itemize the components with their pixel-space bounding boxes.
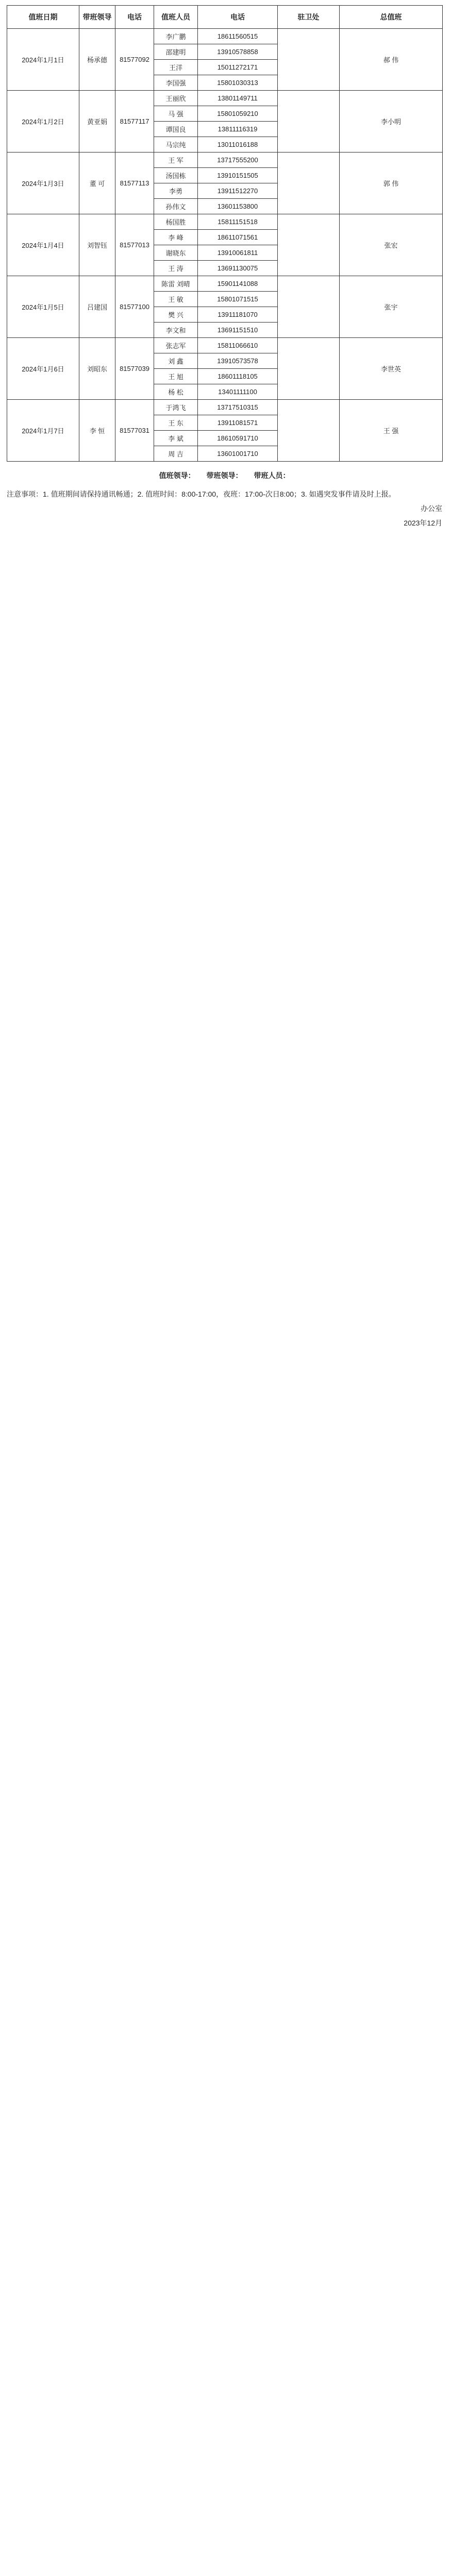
footer-heads xyxy=(7,470,442,481)
roster-leader-phone: 81577113 xyxy=(115,152,154,214)
roster-leader-phone: 81577039 xyxy=(115,338,154,400)
roster-staff-phone: 15801030313 xyxy=(198,75,278,91)
roster-staff: 马宗纯 xyxy=(154,137,198,152)
table-row xyxy=(7,276,443,292)
roster-date: 2024年1月2日 xyxy=(7,91,79,152)
roster-duty: 王 强 xyxy=(340,400,443,462)
roster-staff: 李 峰 xyxy=(154,230,198,245)
roster-staff: 孙伟文 xyxy=(154,199,198,214)
footer-head-1: 值班领导： xyxy=(159,471,195,480)
header-leader: 带班领导 xyxy=(79,6,115,29)
roster-staff-phone: 13910061811 xyxy=(198,245,278,261)
roster-staff: 李广鹏 xyxy=(154,29,198,44)
header-staff-phone: 电话 xyxy=(198,6,278,29)
roster-leader: 黄亚娟 xyxy=(79,91,115,152)
roster-leader: 吕建国 xyxy=(79,276,115,338)
roster-staff: 刘 鑫 xyxy=(154,353,198,369)
roster-duty: 张宇 xyxy=(340,276,443,338)
roster-staff-phone: 18611071561 xyxy=(198,230,278,245)
table-row xyxy=(7,214,443,230)
roster-staff-phone: 18611560515 xyxy=(198,29,278,44)
roster-guard xyxy=(278,400,340,462)
roster-date: 2024年1月4日 xyxy=(7,214,79,276)
roster-date: 2024年1月3日 xyxy=(7,152,79,214)
roster-body xyxy=(7,29,443,462)
roster-duty: 郭 伟 xyxy=(340,152,443,214)
roster-leader: 刘智钰 xyxy=(79,214,115,276)
roster-staff-phone: 15901141088 xyxy=(198,276,278,292)
roster-date: 2024年1月6日 xyxy=(7,338,79,400)
roster-staff-phone: 13601153800 xyxy=(198,199,278,214)
roster-staff: 李勇 xyxy=(154,183,198,199)
roster-staff-phone: 15811066610 xyxy=(198,338,278,353)
duty-roster-sheet xyxy=(7,5,442,462)
roster-date: 2024年1月7日 xyxy=(7,400,79,462)
table-header-row xyxy=(7,6,443,29)
roster-staff-phone: 13717510315 xyxy=(198,400,278,415)
roster-staff-phone: 13811116319 xyxy=(198,122,278,137)
table-row xyxy=(7,400,443,415)
roster-staff-phone: 13011016188 xyxy=(198,137,278,152)
header-leader-phone: 电话 xyxy=(115,6,154,29)
roster-leader-phone: 81577013 xyxy=(115,214,154,276)
roster-staff: 周 吉 xyxy=(154,446,198,462)
roster-staff: 谭国良 xyxy=(154,122,198,137)
roster-staff-phone: 13910151505 xyxy=(198,168,278,183)
roster-staff: 李文和 xyxy=(154,323,198,338)
roster-leader-phone: 81577092 xyxy=(115,29,154,91)
roster-leader-phone: 81577117 xyxy=(115,91,154,152)
roster-date: 2024年1月5日 xyxy=(7,276,79,338)
roster-duty: 李世英 xyxy=(340,338,443,400)
roster-staff: 王 东 xyxy=(154,415,198,431)
roster-guard xyxy=(278,29,340,91)
roster-leader-phone: 81577031 xyxy=(115,400,154,462)
roster-staff: 杨国胜 xyxy=(154,214,198,230)
roster-guard xyxy=(278,276,340,338)
header-staff: 值班人员 xyxy=(154,6,198,29)
roster-staff-phone: 15801059210 xyxy=(198,106,278,122)
roster-staff: 王 旭 xyxy=(154,369,198,384)
roster-staff: 李国强 xyxy=(154,75,198,91)
roster-staff: 王洋 xyxy=(154,60,198,75)
roster-staff-phone: 13401111100 xyxy=(198,384,278,400)
roster-staff-phone: 18601118105 xyxy=(198,369,278,384)
footer xyxy=(7,470,442,529)
table-row xyxy=(7,91,443,106)
roster-staff-phone: 15011272171 xyxy=(198,60,278,75)
roster-staff-phone: 13717555200 xyxy=(198,152,278,168)
table-row xyxy=(7,152,443,168)
roster-staff: 杨 松 xyxy=(154,384,198,400)
roster-leader: 李 恒 xyxy=(79,400,115,462)
footer-head-2: 带班领导： xyxy=(206,471,243,480)
footer-sign-date: 2023年12月 xyxy=(404,519,442,527)
roster-staff: 陈雷 刘晴 xyxy=(154,276,198,292)
roster-duty: 李小明 xyxy=(340,91,443,152)
header-date: 值班日期 xyxy=(7,6,79,29)
table-row xyxy=(7,29,443,44)
roster-staff-phone: 13910573578 xyxy=(198,353,278,369)
roster-staff: 樊 兴 xyxy=(154,307,198,323)
roster-duty: 张宏 xyxy=(340,214,443,276)
roster-staff: 张志军 xyxy=(154,338,198,353)
roster-staff: 王 军 xyxy=(154,152,198,168)
roster-staff: 于鸿飞 xyxy=(154,400,198,415)
roster-staff: 王 涛 xyxy=(154,261,198,276)
roster-staff-phone: 13691151510 xyxy=(198,323,278,338)
roster-leader-phone: 81577100 xyxy=(115,276,154,338)
roster-staff: 马 强 xyxy=(154,106,198,122)
roster-staff-phone: 13910578858 xyxy=(198,44,278,60)
roster-staff-phone: 13911512270 xyxy=(198,183,278,199)
footer-sign: 办公室 xyxy=(421,504,442,513)
roster-leader: 董 可 xyxy=(79,152,115,214)
roster-staff: 王丽欣 xyxy=(154,91,198,106)
roster-staff-phone: 13911081571 xyxy=(198,415,278,431)
roster-guard xyxy=(278,338,340,400)
roster-staff: 李 斌 xyxy=(154,431,198,446)
roster-staff-phone: 13601001710 xyxy=(198,446,278,462)
roster-staff: 谢晓东 xyxy=(154,245,198,261)
roster-staff-phone: 15811151518 xyxy=(198,214,278,230)
duty-roster-table xyxy=(7,5,443,462)
roster-staff: 王 敏 xyxy=(154,292,198,307)
header-guard: 驻卫处 xyxy=(278,6,340,29)
roster-leader: 刘昭东 xyxy=(79,338,115,400)
roster-guard xyxy=(278,214,340,276)
header-duty: 总值班 xyxy=(340,6,443,29)
roster-guard xyxy=(278,152,340,214)
roster-staff-phone: 13911181070 xyxy=(198,307,278,323)
roster-duty: 郝 伟 xyxy=(340,29,443,91)
roster-staff-phone: 15801071515 xyxy=(198,292,278,307)
roster-staff-phone: 13691130075 xyxy=(198,261,278,276)
roster-date: 2024年1月1日 xyxy=(7,29,79,91)
roster-guard xyxy=(278,91,340,152)
roster-staff: 邵建明 xyxy=(154,44,198,60)
footer-note: 注意事项：1. 值班期间请保持通讯畅通；2. 值班时间：8:00-17:00，夜班：17:00-次日8:00；3. 如遇突发事件请及时上报。 xyxy=(7,490,396,498)
roster-staff-phone: 18610591710 xyxy=(198,431,278,446)
roster-staff-phone: 13801149711 xyxy=(198,91,278,106)
footer-head-3: 带班人员： xyxy=(254,471,290,480)
table-row xyxy=(7,338,443,353)
roster-staff: 汤国栋 xyxy=(154,168,198,183)
roster-leader: 杨承德 xyxy=(79,29,115,91)
